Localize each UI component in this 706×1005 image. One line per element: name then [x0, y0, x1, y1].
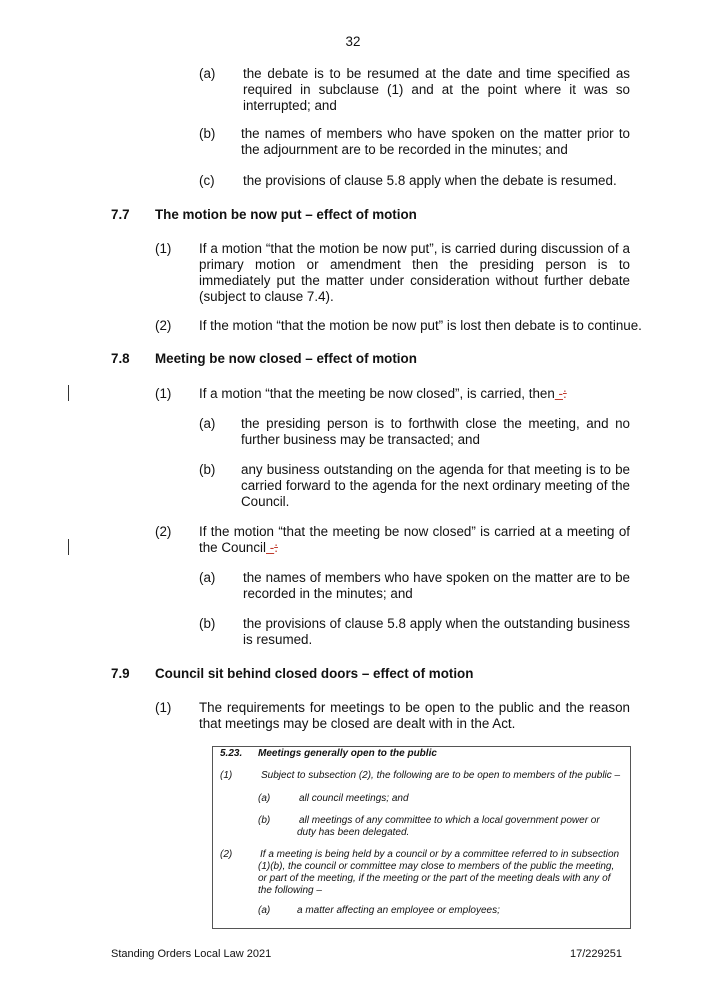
act-subsection-label: (2) [220, 849, 233, 860]
item-text: any business outstanding on the agenda for that meeting is to be carried forward to the agenda for the next ordinary meeting of the Council. [241, 462, 630, 509]
act-section-title: Meetings generally open to the public [258, 748, 437, 759]
clause-label: (1) [155, 386, 172, 401]
act-subsection-text: If a meeting is being held by a council or by a committee referred to in subsection (1)(b), the council or committee may close to members of the public the meeting, or part of the meeting, if the meeting or the part of the meeting deals with any of the following – [258, 849, 620, 896]
revision-bar [68, 385, 69, 401]
act-paragraph-label: (b) [258, 815, 271, 826]
clause-label: (2) [155, 524, 172, 539]
clause-label: (1) [155, 241, 172, 256]
revision-bar [68, 539, 69, 555]
page-number: 32 [345, 34, 361, 49]
item-label: (b) [199, 462, 216, 477]
act-paragraph-text: a matter affecting an employee or employees; [297, 905, 500, 916]
clause-text: If the motion “that the motion be now put” is lost then debate is to continue. [199, 318, 642, 333]
clause-label: (2) [155, 318, 172, 333]
item-text: the provisions of clause 5.8 apply when the outstanding business is resumed. [243, 616, 630, 647]
tracked-insertion: - [266, 540, 275, 555]
item-label: (a) [199, 416, 216, 431]
act-paragraph-text: all council meetings; and [299, 793, 409, 804]
section-number: 7.9 [111, 666, 130, 681]
item-text: the names of members who have spoken on the matter are to be recorded in the minutes; and [243, 570, 630, 601]
item-label: (c) [199, 173, 215, 188]
act-subsection-text: Subject to subsection (2), the following are to be open to members of the public – [261, 770, 621, 781]
act-paragraph-text: all meetings of any committee to which a local government power or duty has been delegated. [297, 815, 600, 838]
section-title: Meeting be now closed – effect of motion [155, 351, 417, 366]
section-title: The motion be now put – effect of motion [155, 207, 417, 222]
tracked-deletion: : [274, 540, 278, 555]
act-paragraph-label: (a) [258, 793, 271, 804]
section-number: 7.8 [111, 351, 130, 366]
item-label: (a) [199, 66, 216, 81]
item-text: the names of members who have spoken on the matter prior to the adjournment are to be recorded in the minutes; and [241, 126, 630, 157]
clause-text: If a motion “that the motion be now put”, is carried during discussion of a primary motion or amendment then the presiding person is to immediately put the matter under consideration without further debate (subject to clause 7.4). [199, 241, 630, 304]
item-text: the presiding person is to forthwith close the meeting, and no further business may be transacted; and [241, 416, 630, 447]
tracked-insertion: - [554, 386, 563, 401]
item-label: (a) [199, 570, 216, 585]
item-label: (b) [199, 126, 216, 141]
item-text: the provisions of clause 5.8 apply when the debate is resumed. [243, 173, 617, 188]
footer-document-reference: 17/229251 [570, 948, 622, 960]
clause-text: The requirements for meetings to be open to the public and the reason that meetings may be closed are dealt with in the Act. [199, 700, 630, 731]
clause-text: If a motion “that the meeting be now closed”, is carried, then -: [199, 386, 567, 401]
item-label: (b) [199, 616, 216, 631]
act-extract-box [212, 746, 631, 929]
clause-text: If the motion “that the meeting be now closed” is carried at a meeting of the Council -: [199, 524, 630, 555]
section-number: 7.7 [111, 207, 130, 222]
clause-label: (1) [155, 700, 172, 715]
section-title: Council sit behind closed doors – effect of motion [155, 666, 474, 681]
item-text: the debate is to be resumed at the date and time specified as required in subclause (1) and at the point where it was so interrupted; and [243, 66, 630, 113]
footer-document-title: Standing Orders Local Law 2021 [111, 948, 272, 960]
act-subsection-label: (1) [220, 770, 233, 781]
act-section-number: 5.23. [220, 748, 243, 759]
tracked-deletion: : [562, 386, 567, 401]
act-paragraph-label: (a) [258, 905, 271, 916]
